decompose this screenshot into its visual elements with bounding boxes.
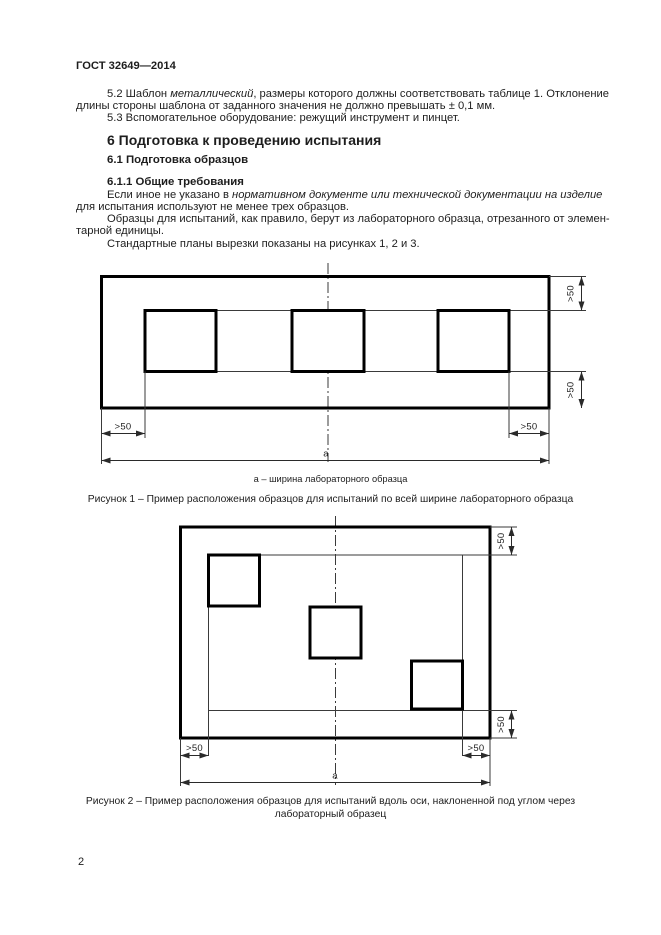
paragraph-line: Образцы для испытаний, как правило, берут из лабораторного образца, отрезанного от элемен- — [107, 213, 610, 225]
specimen-square — [209, 555, 260, 606]
paragraph-6-1-1-b — [76, 213, 610, 238]
section-6-1-heading: 6.1 Подготовка образцов — [107, 154, 249, 166]
dimension-label: >50 — [114, 421, 132, 433]
dimension-label: >50 — [496, 715, 507, 734]
page-number: 2 — [78, 856, 85, 868]
text-run: , размеры которого должны соответствовать таблице 1. Отклонение — [253, 88, 609, 100]
paragraph-line — [76, 88, 609, 100]
dimension-label: >50 — [565, 284, 577, 303]
figure2-caption — [0, 795, 661, 821]
section-6-1-1-heading: 6.1.1 Общие требования — [107, 176, 244, 188]
paragraph-line: длины стороны шаблона от заданного значения не должно превышать ± 0,1 мм. — [76, 100, 496, 113]
width-dimension-label: а — [323, 448, 329, 460]
text-run-italic: металлический — [170, 88, 254, 100]
specimen-square — [292, 311, 364, 372]
figure1-legend: а – ширина лабораторного образца — [253, 474, 408, 484]
dimension-label: >50 — [467, 743, 485, 754]
figure1-caption: Рисунок 1 – Пример расположения образцов для испытаний по всей ширине лабораторного образца — [87, 494, 574, 505]
doc-code-header: ГОСТ 32649—2014 — [76, 60, 176, 72]
paragraph-line: 5.3 Вспомогательное оборудование: режущий инструмент и пинцет. — [107, 112, 460, 124]
paragraph-5-3 — [76, 112, 596, 124]
specimen-square — [438, 311, 509, 372]
paragraph-5-2 — [76, 88, 609, 113]
dimension-label: >50 — [496, 532, 507, 550]
figure2-drawing — [168, 512, 525, 790]
specimen-square — [310, 607, 361, 658]
text-run: 5.2 Шаблон — [107, 88, 171, 100]
figure2-caption-line2: лабораторный образец — [274, 809, 387, 820]
dimension-label: >50 — [520, 421, 538, 433]
paragraph-6-1-1-c: Стандартные планы вырезки показаны на рисунках 1, 2 и 3. — [107, 237, 420, 250]
figure1-drawing — [86, 260, 600, 468]
paragraph-6-1-1-a — [76, 188, 603, 214]
text-run: Если иное не указано в — [107, 188, 233, 201]
dimension-label: >50 — [185, 743, 204, 754]
dimension-label: >50 — [565, 381, 577, 399]
paragraph-line — [76, 188, 603, 201]
width-dimension-label: а — [332, 770, 338, 782]
figure2-caption-line1: Рисунок 2 – Пример расположения образцов для испытаний вдоль оси, наклоненной под углом через — [85, 796, 576, 807]
paragraph-line: тарной единицы. — [76, 225, 164, 238]
specimen-square — [145, 311, 216, 372]
section-6-heading: 6 Подготовка к проведению испытания — [107, 132, 382, 148]
specimen-square — [412, 661, 463, 709]
text-run-italic: нормативном документе или технической документации на изделие — [232, 188, 603, 201]
paragraph-line: для испытания используют не менее трех образцов. — [76, 200, 349, 213]
